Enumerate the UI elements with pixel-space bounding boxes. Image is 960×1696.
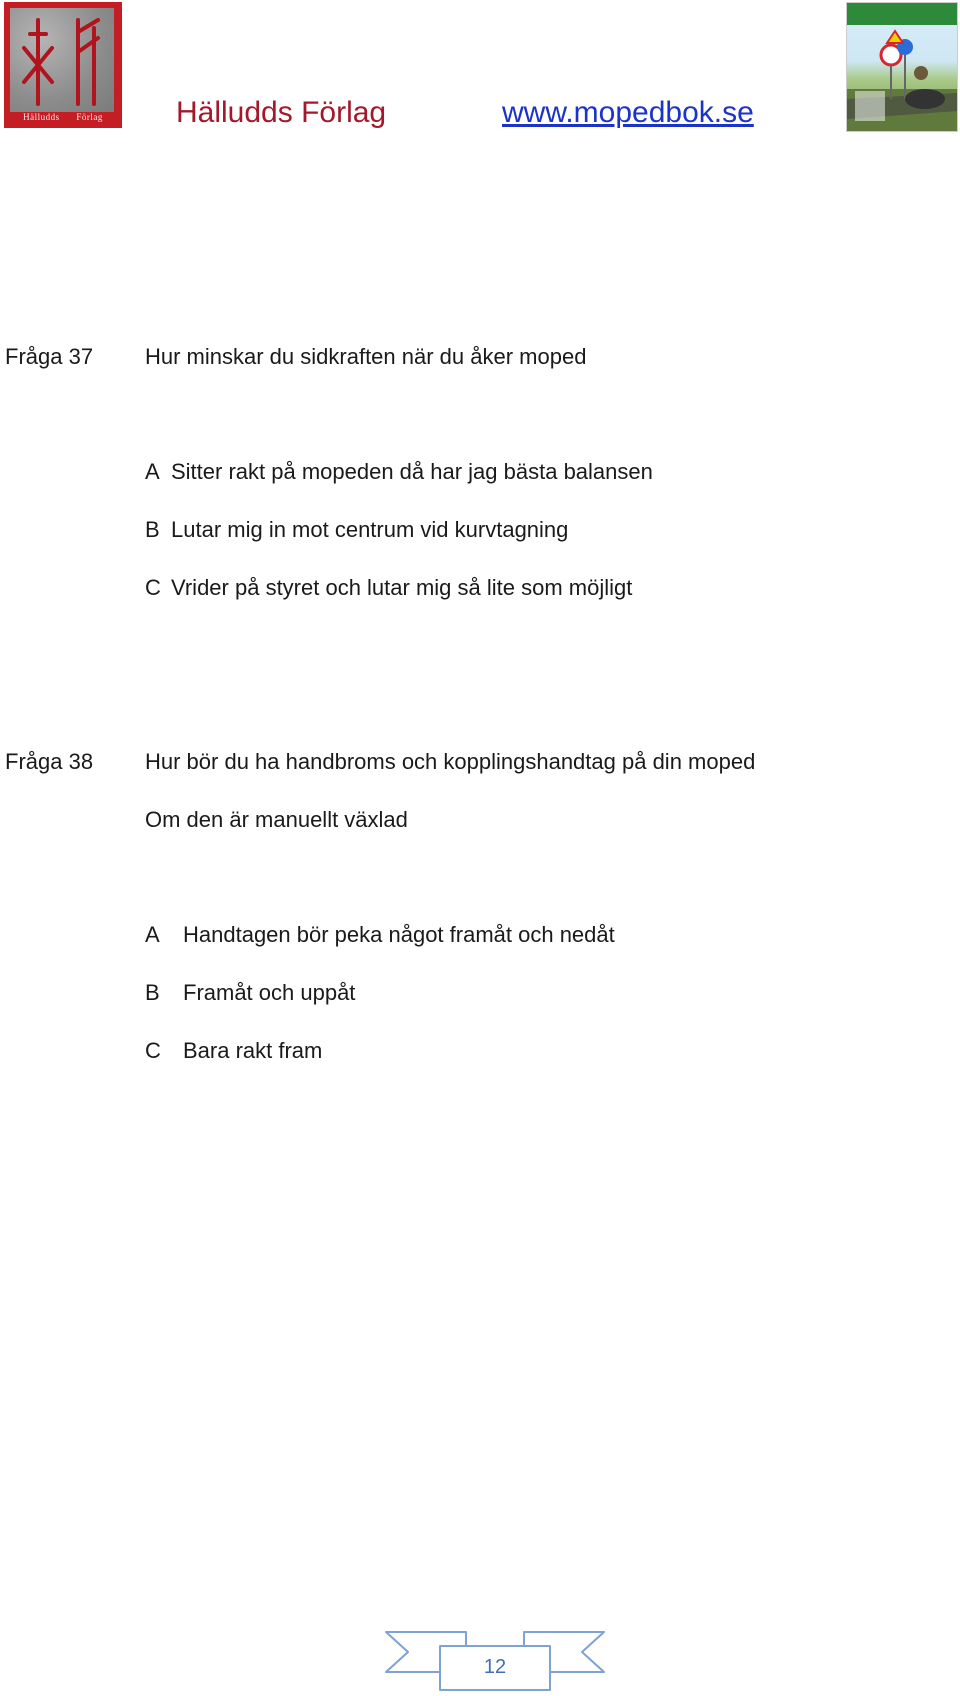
option-text: Bara rakt fram bbox=[183, 1038, 323, 1063]
page-number: 12 bbox=[483, 1656, 507, 1678]
logo-caption: Hälludds Förlag bbox=[23, 112, 103, 122]
question-text: Hur bör du ha handbroms och kopplingshandtag på din moped bbox=[145, 749, 756, 774]
option-letter: A bbox=[145, 459, 160, 484]
publisher-name: Hälludds Förlag bbox=[176, 96, 387, 129]
option-letter: C bbox=[145, 575, 161, 600]
option-letter: A bbox=[145, 922, 160, 947]
option-text: Sitter rakt på mopeden då har jag bästa balansen bbox=[171, 459, 653, 484]
logo-background bbox=[10, 8, 114, 112]
question-label: Fråga 38 bbox=[5, 749, 94, 774]
book-cover-illustration bbox=[847, 3, 957, 131]
book-cover-image bbox=[846, 2, 958, 132]
option-text: Framåt och uppåt bbox=[183, 980, 356, 1005]
option-letter: B bbox=[145, 517, 160, 542]
website-link[interactable]: www.mopedbok.se bbox=[502, 96, 754, 129]
rune-icon bbox=[10, 8, 114, 112]
option-text: Vrider på styret och lutar mig så lite som möjligt bbox=[171, 575, 633, 600]
question-text: Hur minskar du sidkraften när du åker moped bbox=[145, 344, 587, 369]
question-text-line2: Om den är manuellt växlad bbox=[145, 807, 408, 832]
publisher-logo bbox=[4, 2, 122, 128]
option-letter: C bbox=[145, 1038, 161, 1063]
question-label: Fråga 37 bbox=[5, 344, 94, 369]
option-letter: B bbox=[145, 980, 160, 1005]
option-text: Lutar mig in mot centrum vid kurvtagning bbox=[171, 517, 569, 542]
option-text: Handtagen bör peka något framåt och nedåt bbox=[183, 922, 615, 947]
